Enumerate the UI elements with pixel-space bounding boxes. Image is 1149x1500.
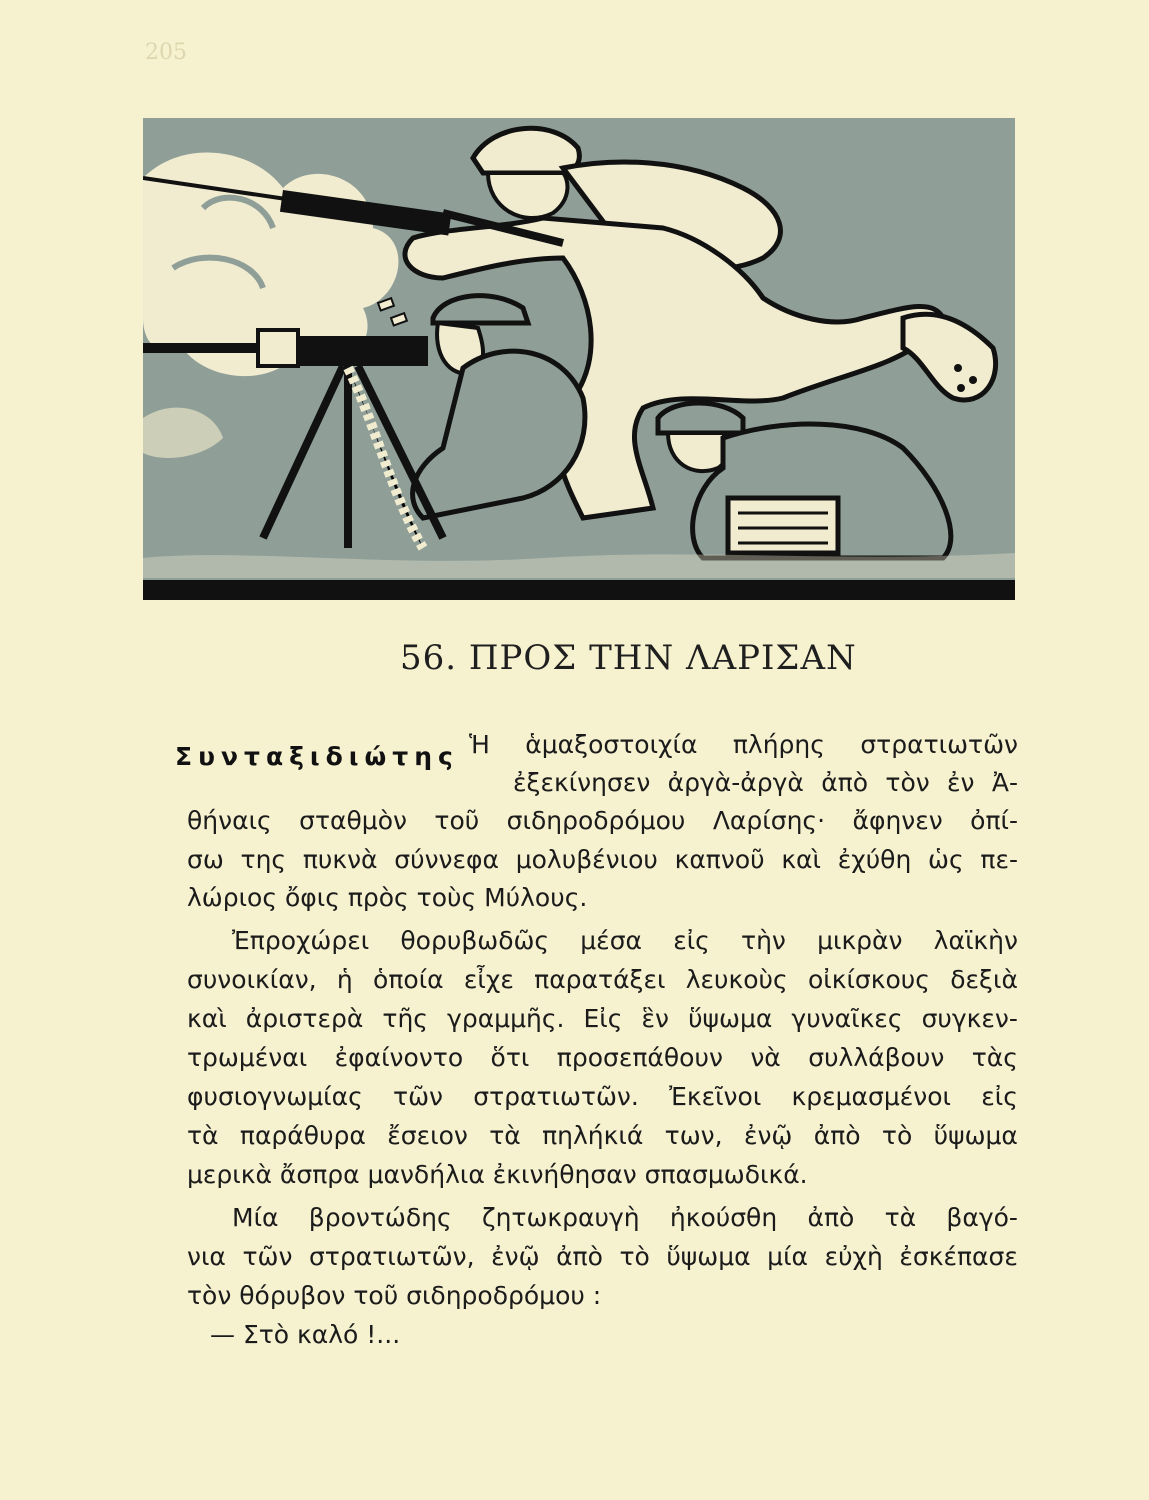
word: ὅτι: [490, 1043, 530, 1072]
text-line-10: [187, 1082, 1018, 1111]
word: σύννεφα: [394, 845, 499, 874]
word: μία: [767, 1242, 809, 1271]
word: της: [240, 845, 287, 874]
word: ἠκούσθη: [669, 1203, 778, 1232]
word: πηλήκιά: [542, 1121, 644, 1150]
word: Ἐκεῖνοι: [669, 1082, 762, 1111]
word: εἰς: [673, 926, 710, 955]
author-name: Συνταξιδιώτης: [175, 742, 459, 771]
word: τὴν: [741, 926, 786, 955]
word: λευκοὺς: [685, 965, 788, 994]
word: παρατάξει: [534, 965, 666, 994]
line-text: τὸν θόρυβον τοῦ σιδηροδρόμου :: [187, 1281, 602, 1310]
word: τρωμέναι: [187, 1043, 308, 1072]
word: ζητωκραυγὴ: [481, 1203, 640, 1232]
word: ἁμαξοστοιχία: [525, 730, 698, 759]
word: ἐχύθη: [837, 845, 912, 874]
word: των,: [664, 1121, 723, 1150]
text-line-5: [187, 883, 1018, 912]
word: τοῦ: [434, 806, 480, 835]
text-line-8: [187, 1004, 1018, 1033]
word: στρατιωτῶν: [860, 730, 1018, 759]
line-text: μερικὰ ἄσπρα μανδήλια ἐκινήθησαν σπασμωδικά.: [187, 1160, 808, 1189]
word: τῆς: [382, 1004, 428, 1033]
word: ἐξεκίνησεν: [513, 768, 651, 797]
word: μολυβένιου: [515, 845, 658, 874]
word: στρατιωτῶν.: [473, 1082, 639, 1111]
word: Εἰς: [583, 1004, 623, 1033]
text-line-6: [232, 926, 1018, 955]
word: στρατιωτῶν,: [308, 1242, 475, 1271]
word: συγκεν-: [921, 1004, 1018, 1033]
word: γραμμῆς.: [447, 1004, 565, 1033]
word: σιδηροδρόμου: [506, 806, 686, 835]
text-line-13: [232, 1203, 1018, 1232]
word: μικρὰν: [817, 926, 903, 955]
text-line-16: [210, 1320, 1018, 1349]
chapter-title: 56. ΠΡΟΣ ΤΗΝ ΛΑΡΙΣΑΝ: [400, 638, 857, 678]
word: ἀπὸ: [821, 768, 869, 797]
word: εἰς: [981, 1082, 1018, 1111]
word: νὰ: [750, 1043, 781, 1072]
word: νια: [187, 1242, 226, 1271]
word: ἐν: [947, 768, 975, 797]
word: Ἡ: [469, 730, 490, 759]
word: ἀργὰ-ἀργὰ: [667, 768, 804, 797]
word: λαϊκὴν: [933, 926, 1018, 955]
word: ἀπὸ: [807, 1203, 855, 1232]
word: ὕψωμα: [933, 1121, 1018, 1150]
word: καὶ: [187, 1004, 227, 1033]
word: ἀπὸ: [556, 1242, 603, 1271]
word: σταθμὸν: [299, 806, 407, 835]
word: ὡς: [928, 845, 964, 874]
word: τῶν: [242, 1242, 293, 1271]
word: ἐνῷ: [743, 1121, 793, 1150]
text-line-7: [187, 965, 1018, 994]
text-line-3: [187, 806, 1018, 835]
word: τὸ: [881, 1121, 913, 1150]
word: φυσιογνωμίας: [187, 1082, 363, 1111]
word: βροντώδης: [308, 1203, 452, 1232]
word: Ἀ-: [991, 768, 1018, 797]
word: παράθυρα: [239, 1121, 366, 1150]
word: ὁποία: [373, 965, 444, 994]
word: συνοικίαν,: [187, 965, 317, 994]
word: τῶν: [393, 1082, 443, 1111]
word: εἶχε: [463, 965, 514, 994]
word: ἀριστερὰ: [245, 1004, 364, 1033]
word: Ἐπροχώρει: [232, 926, 370, 955]
text-line-9: [187, 1043, 1018, 1072]
word: οἰκίσκους: [807, 965, 930, 994]
text-line-1: [469, 730, 1018, 759]
text-line-11: [187, 1121, 1018, 1150]
word: ὕψωμα: [666, 1242, 751, 1271]
word: Λαρίσης·: [712, 806, 826, 835]
word: τὰ: [187, 1121, 219, 1150]
word: ἔσειον: [387, 1121, 468, 1150]
word: καὶ: [781, 845, 822, 874]
word: εὐχὴ: [824, 1242, 883, 1271]
word: Μία: [232, 1203, 279, 1232]
word: τὸν: [885, 768, 930, 797]
word: ἀπὸ: [813, 1121, 861, 1150]
word: κρεμασμένοι: [791, 1082, 952, 1111]
word: πε-: [980, 845, 1018, 874]
word: ἐνῷ: [491, 1242, 540, 1271]
word: ὀπί-: [970, 806, 1018, 835]
page-number-bleed-through: 205: [145, 40, 187, 65]
word: ὕψωμα: [688, 1004, 773, 1033]
line-text: λώριος ὄφις πρὸς τοὺς Μύλους.: [187, 883, 588, 912]
word: θήναις: [187, 806, 272, 835]
text-line-14: [187, 1242, 1018, 1271]
word: τὰ: [489, 1121, 521, 1150]
text-line-12: [187, 1160, 1018, 1189]
word: πυκνὰ: [302, 845, 378, 874]
text-line-4: [187, 845, 1018, 874]
word: ἓν: [641, 1004, 669, 1033]
word: ἐσκέπασε: [899, 1242, 1018, 1271]
word: συλλάβουν: [808, 1043, 945, 1072]
word: καπνοῦ: [674, 845, 765, 874]
text-line-15: [187, 1281, 1018, 1310]
word: σω: [187, 845, 224, 874]
word: τὰς: [971, 1043, 1018, 1072]
word: δεξιὰ: [950, 965, 1018, 994]
word: ἡ: [336, 965, 353, 994]
text-line-2: [513, 768, 1018, 797]
word: τὸ: [619, 1242, 650, 1271]
word: γυναῖκες: [791, 1004, 903, 1033]
word: θορυβωδῶς: [400, 926, 550, 955]
word: ἐφαίνοντο: [334, 1043, 464, 1072]
line-text: — Στὸ καλό !...: [210, 1320, 401, 1349]
word: πλήρης: [732, 730, 825, 759]
word: μέσα: [580, 926, 643, 955]
word: ἄφηνεν: [852, 806, 943, 835]
word: τὰ: [884, 1203, 917, 1232]
word: προσεπάθουν: [556, 1043, 723, 1072]
word: βαγό-: [946, 1203, 1018, 1232]
